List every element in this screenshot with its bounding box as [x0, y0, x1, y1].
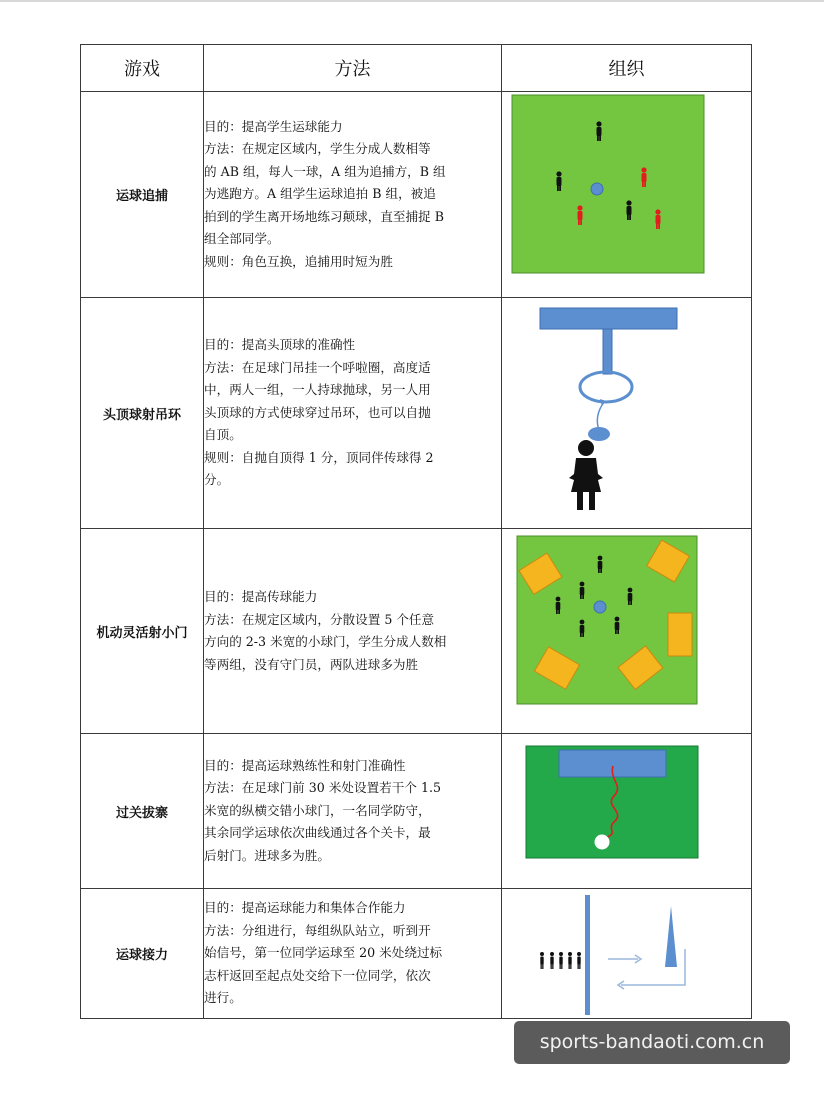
organization-diagram	[502, 734, 752, 889]
method-line: 头顶球的方式使球穿过吊环，也可以自抛	[204, 404, 431, 420]
method-line: 方法：在足球门吊挂一个呼啦圈，高度适	[204, 359, 431, 375]
game-name: 运球接力	[81, 889, 204, 1019]
marker-pole-icon	[665, 906, 677, 967]
method-line: 目的：提高运球能力和集体合作能力	[204, 900, 406, 916]
method-line: 等两组，没有守门员，两队进球多为胜	[204, 656, 419, 672]
goal-crossbar-icon	[540, 308, 677, 329]
ball-icon	[588, 427, 610, 441]
organization-diagram	[502, 529, 752, 734]
header-game: 游戏	[81, 45, 204, 92]
game-name: 运球追捕	[81, 92, 204, 298]
table-row	[81, 529, 752, 734]
organization-diagram	[502, 92, 752, 298]
method-line: 中，两人一组，一人持球抛球，另一人用	[204, 382, 431, 398]
method-line: 方法：在规定区域内，分散设置 5 个任意	[204, 611, 435, 627]
small-goal-icon	[668, 613, 692, 656]
organization-diagram	[502, 889, 752, 1019]
table-row	[81, 734, 752, 889]
dribble-chase-field-icon	[502, 92, 752, 297]
header-organization: 组织	[502, 45, 752, 92]
arrow-icon	[597, 402, 604, 430]
game-name: 过关拔寨	[81, 734, 204, 889]
game-name: 头顶球射吊环	[81, 298, 204, 529]
ball-icon	[595, 835, 610, 850]
method-line: 拍到的学生离开场地练习颠球，直至捕捉 B	[204, 208, 444, 224]
method-text	[204, 889, 502, 1019]
method-line: 方向的 2-3 米宽的小球门，学生分成人数相	[204, 634, 447, 649]
method-line: 志杆返回至起点处交给下一位同学，依次	[204, 967, 431, 983]
method-line: 组全部同学。	[204, 231, 280, 247]
method-line: 目的：提高传球能力	[204, 589, 318, 604]
method-line: 为逃跑方。A 组学生运球追拍 B 组，被追	[204, 186, 436, 202]
zigzag-to-goal-icon	[502, 734, 752, 888]
organization-diagram	[502, 298, 752, 529]
method-text	[204, 734, 502, 889]
table-row	[81, 92, 752, 298]
method-line: 目的：提高头顶球的准确性	[204, 337, 356, 353]
ball-icon	[594, 601, 606, 613]
method-text	[204, 529, 502, 734]
top-border	[0, 0, 824, 2]
method-line: 的 AB 组，每人一球，A 组为追捕方，B 组	[204, 163, 446, 179]
header-method: 方法	[204, 45, 502, 92]
header-hoop-icon	[502, 298, 752, 528]
method-line: 其余同学运球依次曲线通过各个关卡，最	[204, 825, 431, 841]
method-line: 后射门。进球多为胜。	[204, 847, 330, 863]
table-row	[81, 298, 752, 529]
watermark: sports-bandaoti.com.cn	[514, 1021, 790, 1064]
method-line: 目的：提高运球熟练性和射门准确性	[204, 757, 406, 773]
method-line: 米宽的纵横交错小球门，一名同学防守，	[204, 802, 431, 818]
game-name: 机动灵活射小门	[81, 529, 204, 734]
hoop-icon	[580, 372, 632, 402]
method-line: 目的：提高学生运球能力	[204, 118, 343, 134]
table-row	[81, 889, 752, 1019]
method-line: 自顶。	[204, 427, 242, 443]
method-text	[204, 92, 502, 298]
method-line: 分。	[204, 472, 230, 488]
player-column-icon	[540, 952, 581, 969]
method-line: 规则：角色互换，追捕用时短为胜	[204, 253, 393, 269]
method-line: 方法：分组进行，每组纵队站立，听到开	[204, 922, 431, 938]
relay-cone-icon	[502, 889, 752, 1018]
method-line: 方法：在足球门前 30 米处设置若干个 1.5	[204, 780, 441, 796]
method-line: 进行。	[204, 990, 242, 1006]
method-line: 规则：自抛自顶得 1 分，顶同伴传球得 2	[204, 449, 434, 465]
method-line: 始信号，第一位同学运球至 20 米处绕过标	[204, 945, 443, 961]
start-line-icon	[585, 895, 590, 1015]
ball-icon	[591, 183, 603, 195]
hoop-rope-icon	[603, 329, 612, 374]
header-row	[81, 45, 752, 92]
small-goals-field-icon	[502, 529, 752, 733]
person-icon	[569, 440, 603, 510]
drill-table	[80, 44, 752, 1019]
method-text	[204, 298, 502, 529]
method-line: 方法：在规定区域内，学生分成人数相等	[204, 141, 431, 157]
